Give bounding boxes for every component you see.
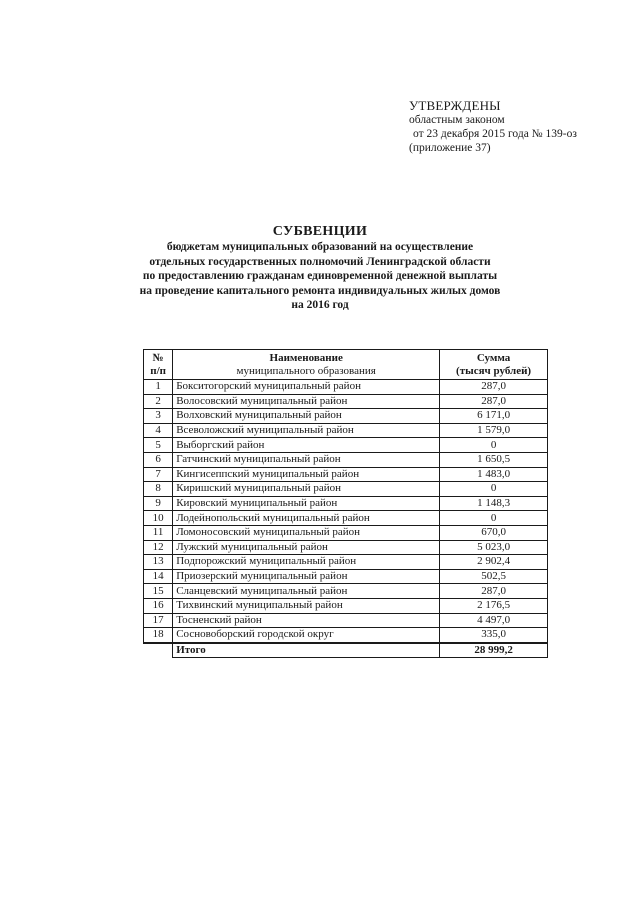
heading-line-3: по предоставлению гражданам единовременной денежной выплаты bbox=[142, 270, 498, 283]
row-number: 2 bbox=[144, 394, 173, 409]
table-row bbox=[144, 409, 548, 424]
row-sum: 6 171,0 bbox=[440, 409, 548, 424]
row-number: 11 bbox=[144, 525, 173, 540]
table-row bbox=[144, 452, 548, 467]
header-sum bbox=[440, 350, 548, 380]
row-sum: 1 579,0 bbox=[440, 423, 548, 438]
row-sum: 0 bbox=[440, 438, 548, 453]
row-sum: 0 bbox=[440, 482, 548, 497]
row-name: Ломоносовский муниципальный район bbox=[173, 525, 440, 540]
row-sum: 335,0 bbox=[440, 628, 548, 643]
row-sum: 287,0 bbox=[440, 584, 548, 599]
table-row bbox=[144, 380, 548, 395]
row-sum: 670,0 bbox=[440, 525, 548, 540]
heading-line-5: на 2016 год bbox=[291, 299, 349, 312]
row-number: 13 bbox=[144, 555, 173, 570]
document-title: СУБВЕНЦИИ bbox=[272, 224, 368, 239]
row-sum: 502,5 bbox=[440, 569, 548, 584]
row-number: 9 bbox=[144, 496, 173, 511]
row-name: Тихвинский муниципальный район bbox=[173, 598, 440, 613]
row-number: 12 bbox=[144, 540, 173, 555]
row-sum: 2 176,5 bbox=[440, 598, 548, 613]
row-name: Всеволожский муниципальный район bbox=[173, 423, 440, 438]
table-header bbox=[144, 350, 548, 380]
row-number: 4 bbox=[144, 423, 173, 438]
table-row bbox=[144, 613, 548, 628]
row-sum: 287,0 bbox=[440, 380, 548, 395]
table-row bbox=[144, 525, 548, 540]
row-number: 15 bbox=[144, 584, 173, 599]
row-number: 7 bbox=[144, 467, 173, 482]
row-name: Волосовский муниципальный район bbox=[173, 394, 440, 409]
row-name: Лужский муниципальный район bbox=[173, 540, 440, 555]
row-number: 10 bbox=[144, 511, 173, 526]
table-row bbox=[144, 482, 548, 497]
header-name bbox=[173, 350, 440, 380]
header-name-line1: Наименование bbox=[269, 352, 343, 364]
approval-title: УТВЕРЖДЕНЫ bbox=[409, 98, 501, 113]
row-number: 8 bbox=[144, 482, 173, 497]
row-number: 6 bbox=[144, 452, 173, 467]
row-name: Кировский муниципальный район bbox=[173, 496, 440, 511]
approval-law-line: областным законом bbox=[409, 114, 505, 126]
row-number: 1 bbox=[144, 380, 173, 395]
row-sum: 1 483,0 bbox=[440, 467, 548, 482]
table-row bbox=[144, 511, 548, 526]
table-row bbox=[144, 540, 548, 555]
row-sum: 287,0 bbox=[440, 394, 548, 409]
table-row bbox=[144, 394, 548, 409]
total-label: Итого bbox=[173, 643, 440, 658]
row-sum: 2 902,4 bbox=[440, 555, 548, 570]
row-sum: 1 148,3 bbox=[440, 496, 548, 511]
row-name: Выборгский район bbox=[173, 438, 440, 453]
table-row bbox=[144, 423, 548, 438]
document-heading bbox=[100, 224, 540, 313]
row-number: 14 bbox=[144, 569, 173, 584]
table-row bbox=[144, 496, 548, 511]
row-number: 18 bbox=[144, 628, 173, 643]
table-row bbox=[144, 438, 548, 453]
row-number: 16 bbox=[144, 598, 173, 613]
row-name: Приозерский муниципальный район bbox=[173, 569, 440, 584]
row-number: 5 bbox=[144, 438, 173, 453]
header-number-line2: п/п bbox=[150, 364, 166, 377]
table-row bbox=[144, 628, 548, 643]
row-name: Киришский муниципальный район bbox=[173, 482, 440, 497]
table-row bbox=[144, 598, 548, 613]
total-sum: 28 999,2 bbox=[440, 643, 548, 658]
table-row bbox=[144, 584, 548, 599]
row-name: Сланцевский муниципальный район bbox=[173, 584, 440, 599]
row-name: Гатчинский муниципальный район bbox=[173, 452, 440, 467]
row-name: Лодейнопольский муниципальный район bbox=[173, 511, 440, 526]
row-name: Бокситогорский муниципальный район bbox=[173, 380, 440, 395]
row-name: Кингисеппский муниципальный район bbox=[173, 467, 440, 482]
row-number: 17 bbox=[144, 613, 173, 628]
heading-line-1: бюджетам муниципальных образований на осуществление bbox=[166, 241, 474, 253]
approval-date-line: от 23 декабря 2015 года № 139-оз bbox=[413, 128, 577, 140]
heading-line-4: на проведение капитального ремонта индивидуальных жилых домов bbox=[139, 284, 501, 297]
table-header-row bbox=[144, 350, 548, 380]
row-name: Тосненский район bbox=[173, 613, 440, 628]
table-body bbox=[144, 380, 548, 658]
table-row bbox=[144, 467, 548, 482]
row-sum: 1 650,5 bbox=[440, 452, 548, 467]
header-sum-line2: (тысяч рублей) bbox=[456, 364, 532, 377]
subsidy-table bbox=[143, 349, 548, 658]
total-number-cell bbox=[144, 643, 173, 658]
table-row bbox=[144, 569, 548, 584]
header-number bbox=[144, 350, 173, 380]
header-name-line2: муниципального образования bbox=[236, 364, 376, 377]
header-sum-line1: Сумма bbox=[476, 352, 511, 364]
header-number-line1: № bbox=[152, 352, 164, 364]
row-sum: 0 bbox=[440, 511, 548, 526]
heading-line-2: отдельных государственных полномочий Ленинградской области bbox=[149, 255, 491, 268]
approval-appendix-line: (приложение 37) bbox=[409, 142, 491, 154]
table-row bbox=[144, 555, 548, 570]
total-row bbox=[144, 643, 548, 658]
row-number: 3 bbox=[144, 409, 173, 424]
approval-stamp bbox=[409, 99, 629, 155]
row-sum: 5 023,0 bbox=[440, 540, 548, 555]
row-name: Подпорожский муниципальный район bbox=[173, 555, 440, 570]
row-name: Сосновоборский городской округ bbox=[173, 628, 440, 643]
row-name: Волховский муниципальный район bbox=[173, 409, 440, 424]
row-sum: 4 497,0 bbox=[440, 613, 548, 628]
